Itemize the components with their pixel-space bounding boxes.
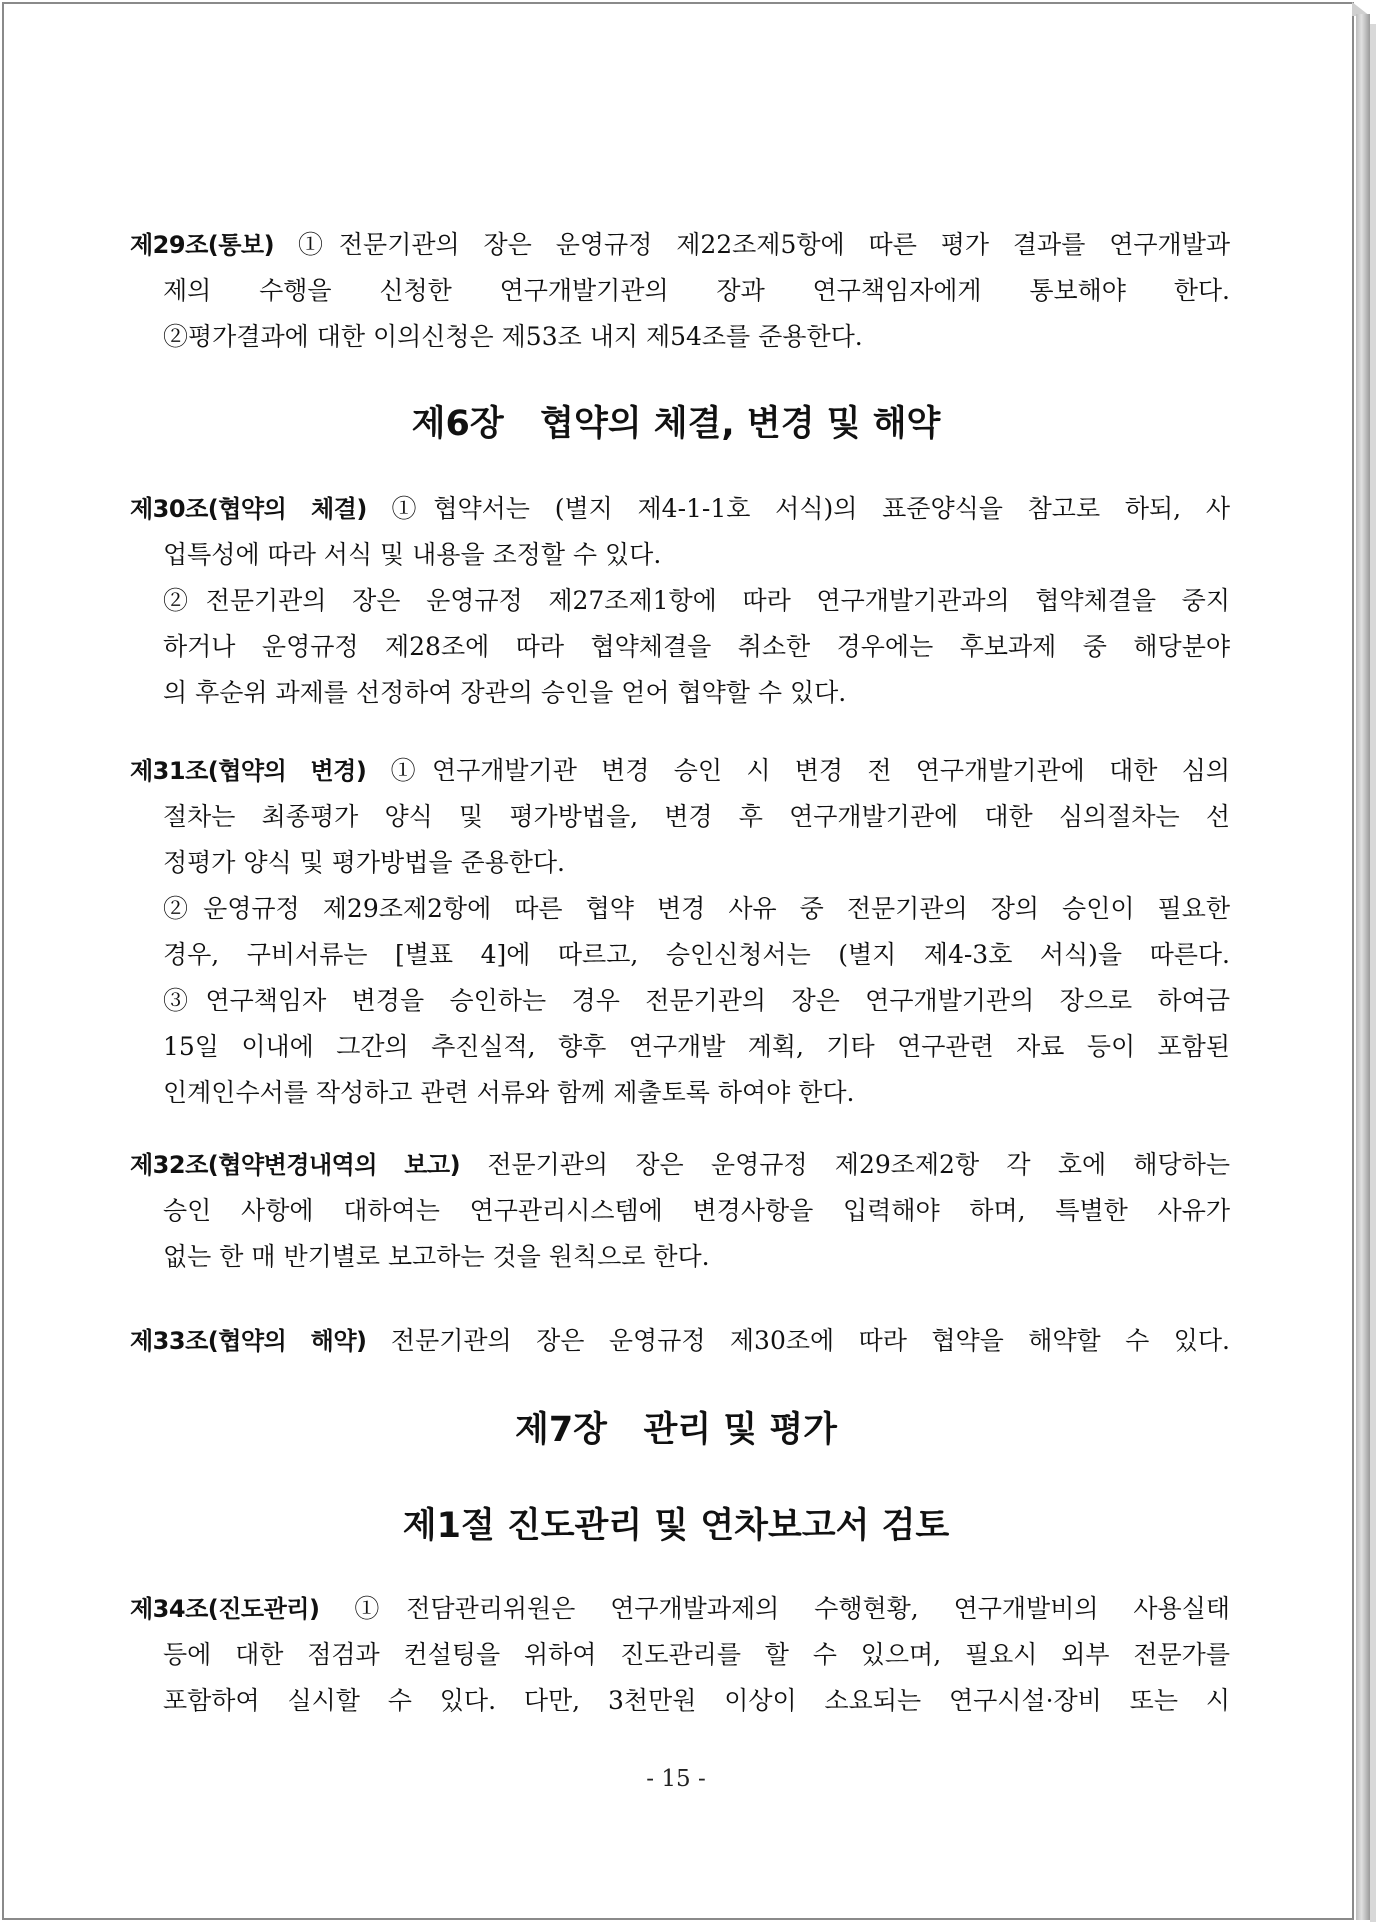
article-31-line-3: 정평가 양식 및 평가방법을 준용한다.: [163, 848, 565, 877]
article-31-line-7: 15일 이내에 그간의 추진실적, 향후 연구개발 계획, 기타 연구관련 자료 등이 포함된: [163, 1032, 1230, 1061]
article-31: [130, 748, 1230, 1116]
article-34-heading: 제34조(진도관리): [130, 1595, 320, 1623]
article-30-line-5: 의 후순위 과제를 선정하여 장관의 승인을 얻어 협약할 수 있다.: [163, 678, 847, 707]
article-31-line-2: 절차는 최종평가 양식 및 평가방법을, 변경 후 연구개발기관에 대한 심의절차는 선: [163, 802, 1230, 831]
chapter-6-heading: 제6장 협약의 체결, 변경 및 해약: [411, 404, 941, 444]
article-33: [130, 1318, 1230, 1364]
article-32-line-3: 없는 한 매 반기별로 보고하는 것을 원칙으로 한다.: [163, 1242, 710, 1271]
article-34-line-2: 등에 대한 점검과 컨설팅을 위하여 진도관리를 할 수 있으며, 필요시 외부 전문가를: [163, 1640, 1230, 1669]
article-29-line-3: ②평가결과에 대한 이의신청은 제53조 내지 제54조를 준용한다.: [163, 322, 863, 351]
section-1-heading: 제1절 진도관리 및 연차보고서 검토: [402, 1506, 950, 1546]
article-33-line-1: 제33조(협약의 해약) 전문기관의 장은 운영규정 제30조에 따라 협약을 해약할 수 있다.: [130, 1326, 1230, 1355]
article-30: [130, 486, 1230, 716]
article-31-line-6: ③연구책임자 변경을 승인하는 경우 전문기관의 장은 연구개발기관의 장으로 하여금: [163, 986, 1230, 1015]
article-29-line-1: 제29조(통보) ①전문기관의 장은 운영규정 제22조제5항에 따른 평가 결과를 연구개발과: [130, 230, 1230, 259]
chapter-7-heading: 제7장 관리 및 평가: [515, 1410, 837, 1450]
page-number: - 15 -: [646, 1766, 706, 1792]
article-32-heading: 제32조(협약변경내역의 보고): [130, 1151, 461, 1179]
article-31-line-4: ②운영규정 제29조제2항에 따른 협약 변경 사유 중 전문기관의 장의 승인이 필요한: [163, 894, 1230, 923]
article-32-line-1: 제32조(협약변경내역의 보고) 전문기관의 장은 운영규정 제29조제2항 각 호에 해당하는: [130, 1150, 1230, 1179]
article-30-line-4: 하거나 운영규정 제28조에 따라 협약체결을 취소한 경우에는 후보과제 중 해당분야: [163, 632, 1230, 661]
article-29-heading: 제29조(통보): [130, 231, 275, 259]
article-33-heading: 제33조(협약의 해약): [130, 1327, 367, 1355]
page-stack-edge-2: [1370, 24, 1376, 1922]
article-30-heading: 제30조(협약의 체결): [130, 495, 367, 523]
article-31-line-8: 인계인수서를 작성하고 관련 서류와 함께 제출토록 하여야 한다.: [163, 1078, 855, 1107]
article-31-line-5: 경우, 구비서류는 [별표 4]에 따르고, 승인신청서는 (별지 제4-3호 서식)을 따른다.: [163, 940, 1230, 969]
article-30-line-3: ②전문기관의 장은 운영규정 제27조제1항에 따라 연구개발기관과의 협약체결을 중지: [163, 586, 1230, 615]
article-34-line-3: 포함하여 실시할 수 있다. 다만, 3천만원 이상이 소요되는 연구시설·장비 또는 시: [163, 1686, 1230, 1715]
article-34-line-1: 제34조(진도관리) ①전담관리위원은 연구개발과제의 수행현황, 연구개발비의 사용실태: [130, 1594, 1230, 1623]
article-31-line-1: 제31조(협약의 변경) ①연구개발기관 변경 승인 시 변경 전 연구개발기관에 대한 심의: [130, 756, 1230, 785]
article-32-line-2: 승인 사항에 대하여는 연구관리시스템에 변경사항을 입력해야 하며, 특별한 사유가: [163, 1196, 1230, 1225]
article-29-line-2: 제의 수행을 신청한 연구개발기관의 장과 연구책임자에게 통보해야 한다.: [163, 276, 1230, 305]
article-31-heading: 제31조(협약의 변경): [130, 757, 367, 785]
article-30-line-2: 업특성에 따라 서식 및 내용을 조정할 수 있다.: [163, 540, 662, 569]
page-stack-edge: [1356, 14, 1370, 1920]
article-29: [130, 222, 1230, 360]
article-32: [130, 1142, 1230, 1280]
article-30-line-1: 제30조(협약의 체결) ①협약서는 (별지 제4-1-1호 서식)의 표준양식을 참고로 하되, 사: [130, 494, 1230, 523]
article-34: [130, 1586, 1230, 1724]
